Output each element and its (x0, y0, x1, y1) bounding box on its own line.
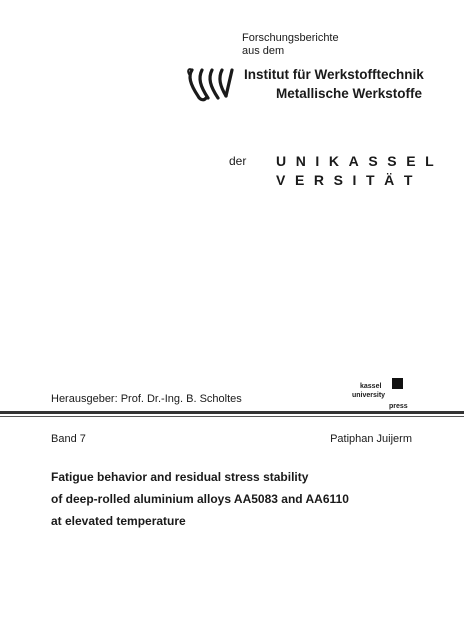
institute-title: Institut für Werkstofftechnik (244, 67, 424, 82)
university-wordmark-line1: UNIKASSEL (276, 153, 444, 169)
institute-logo-icon (186, 66, 236, 104)
series-label-line2: aus dem (242, 45, 285, 57)
university-prefix: der (229, 154, 247, 168)
press-logo-line3: press (389, 403, 408, 410)
author-name: Patiphan Juijerm (330, 433, 412, 445)
book-title-line3: at elevated temperature (51, 514, 186, 528)
divider-thick (0, 411, 464, 414)
institute-subtitle: Metallische Werkstoffe (276, 86, 423, 101)
book-title-line2: of deep-rolled aluminium alloys AA5083 and AA6110 (51, 492, 349, 506)
press-logo-line1: kassel (360, 383, 382, 390)
book-title-line1: Fatigue behavior and residual stress stability (51, 470, 309, 484)
volume-label: Band 7 (51, 433, 86, 445)
editor-label: Herausgeber: Prof. Dr.-Ing. B. Scholtes (51, 393, 242, 405)
university-wordmark-line2: VERSITÄT (276, 172, 423, 188)
series-label-line1: Forschungsberichte (242, 32, 339, 44)
press-logo-square-icon (392, 378, 403, 389)
divider-thin (0, 416, 464, 417)
press-logo-line2: university (352, 392, 386, 399)
